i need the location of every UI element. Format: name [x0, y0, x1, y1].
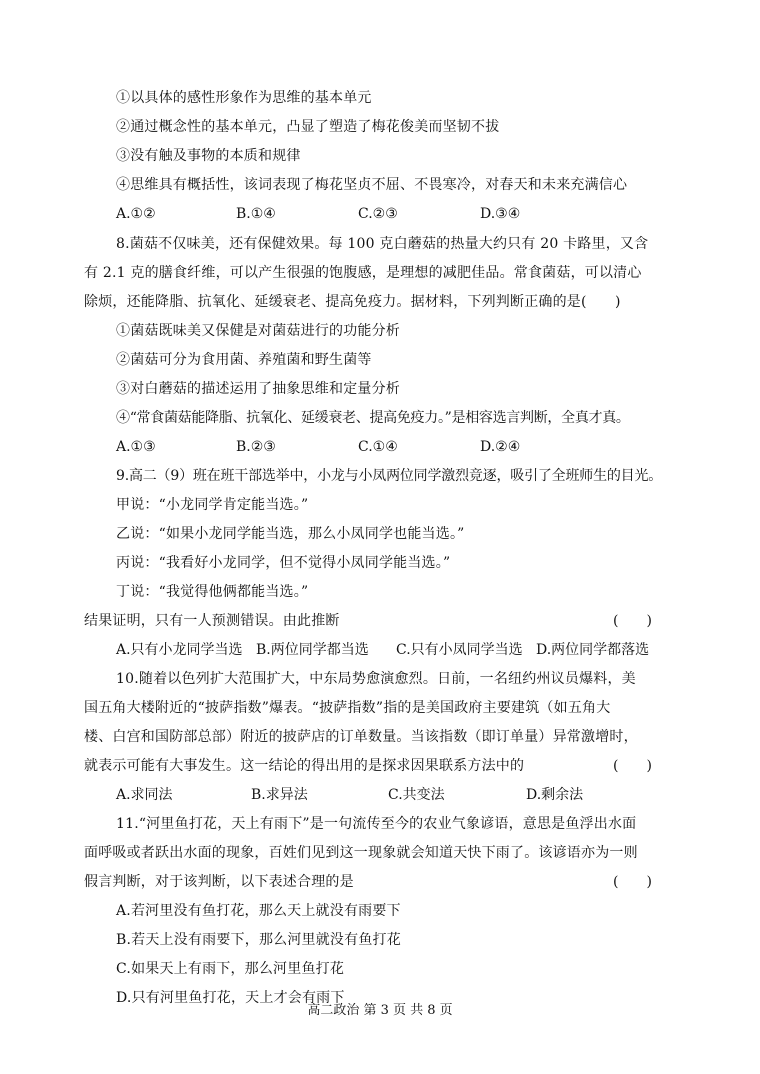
q9-stem: 9.高二（9）班在班干部选举中，小龙与小凤两位同学激烈竞逐，吸引了全班师生的目光。 [116, 468, 663, 484]
q7-option-a[interactable]: A.①② [116, 206, 156, 222]
page-footer: 高二政治 第 3 页 共 8 页 [307, 1003, 453, 1018]
q11-stem-line-1: 11.“河里鱼打花，天上有雨下”是一句流传至今的农业气象谚语，意思是鱼浮出水面 [116, 816, 637, 832]
q10-stem-line-3: 楼、白宫和国防部总部）附近的披萨店的订单数量。当该指数（即订单量）异常激增时， [84, 729, 638, 745]
q8-option-c[interactable]: C.①④ [358, 439, 398, 455]
q8-item-1: ①菌菇既味美又保健是对菌菇进行的功能分析 [116, 323, 400, 339]
q9-statement-1: 甲说：“小龙同学肯定能当选。” [116, 497, 309, 513]
q8-item-3: ③对白蘑菇的描述运用了抽象思维和定量分析 [116, 381, 400, 397]
q8-options [116, 437, 676, 457]
q7-item-3: ③没有触及事物的本质和规律 [116, 148, 301, 164]
q11-option-b[interactable]: B.若天上没有雨要下，那么河里就没有鱼打花 [116, 932, 401, 948]
q10-option-a[interactable]: A.求同法 [116, 787, 173, 803]
q11-option-a[interactable]: A.若河里没有鱼打花，那么天上就没有雨要下 [116, 903, 401, 919]
q9-statement-4: 丁说：“我觉得他俩都能当选。” [116, 584, 309, 600]
q9-option-b[interactable]: B.两位同学都当选 [256, 642, 369, 658]
q8-item-4: ④“常食菌菇能降脂、抗氧化、延缓衰老、提高免疫力。”是相容选言判断，全真才真。 [116, 410, 630, 426]
q9-statement-2: 乙说：“如果小龙同学能当选，那么小凤同学也能当选。” [116, 526, 465, 542]
q8-option-a[interactable]: A.①③ [116, 439, 156, 455]
q10-options [116, 785, 676, 805]
q10-option-b[interactable]: B.求异法 [251, 787, 308, 803]
q7-option-c[interactable]: C.②③ [358, 206, 398, 222]
q10-stem-line-4: 就表示可能有大事发生。这一结论的得出用的是探求因果联系方法中的 [84, 758, 525, 774]
q8-item-2: ②菌菇可分为食用菌、养殖菌和野生菌等 [116, 352, 372, 368]
q7-item-4: ④思维具有概括性，该词表现了梅花坚贞不屈、不畏寒冷，对春天和未来充满信心 [116, 177, 628, 193]
q10-stem-line-2: 国五角大楼附近的“披萨指数”爆表。“披萨指数”指的是美国政府主要建筑（如五角大 [84, 700, 611, 716]
q8-stem-line-2: 有 2.1 克的膳食纤维，可以产生很强的饱腹感，是理想的减肥佳品。常食菌菇，可以清心 [84, 265, 642, 281]
q10-stem-line-1: 10.随着以色列扩大范围扩大，中东局势愈演愈烈。日前，一名纽约州议员爆料，美 [116, 671, 636, 687]
q11-option-c[interactable]: C.如果天上有雨下，那么河里鱼打花 [116, 961, 345, 977]
q7-options [116, 204, 676, 224]
q11-option-d[interactable]: D.只有河里鱼打花，天上才会有雨下 [116, 990, 345, 1006]
q7-item-2: ②通过概念性的基本单元，凸显了塑造了梅花俊美而坚韧不拔 [116, 119, 500, 135]
q9-options [116, 640, 676, 660]
q11-answer-paren[interactable]: ( ) [613, 874, 652, 890]
q7-item-1: ①以具体的感性形象作为思维的基本单元 [116, 90, 372, 106]
q9-option-c[interactable]: C.只有小凤同学当选 [396, 642, 523, 658]
q9-option-d[interactable]: D.两位同学都落选 [536, 642, 650, 658]
q7-option-b[interactable]: B.①④ [236, 206, 276, 222]
q9-statement-3: 丙说：“我看好小龙同学，但不觉得小凤同学能当选。” [116, 555, 451, 571]
q10-answer-paren[interactable]: ( ) [613, 758, 652, 774]
q11-stem-line-2: 面呼吸或者跃出水面的现象，百姓们见到这一现象就会知道天快下雨了。该谚语亦为一则 [84, 845, 638, 861]
q11-stem-line-3: 假言判断，对于该判断，以下表述合理的是 [84, 874, 354, 890]
q9-answer-paren[interactable]: ( ) [613, 613, 652, 629]
q8-stem-line-1: 8.菌菇不仅味美，还有保健效果。每 100 克白蘑菇的热量大约只有 20 卡路里，又含 [116, 236, 649, 252]
q8-option-d[interactable]: D.②④ [480, 439, 521, 455]
q8-stem-line-3: 除烦，还能降脂、抗氧化、延缓衰老、提高免疫力。据材料，下列判断正确的是( ) [84, 294, 621, 310]
q10-option-c[interactable]: C.共变法 [388, 787, 445, 803]
q7-option-d[interactable]: D.③④ [480, 206, 521, 222]
q9-option-a[interactable]: A.只有小龙同学当选 [116, 642, 243, 658]
q8-option-b[interactable]: B.②③ [236, 439, 276, 455]
q9-conclusion: 结果证明，只有一人预测错误。由此推断 [84, 613, 340, 629]
q10-option-d[interactable]: D.剩余法 [526, 787, 584, 803]
